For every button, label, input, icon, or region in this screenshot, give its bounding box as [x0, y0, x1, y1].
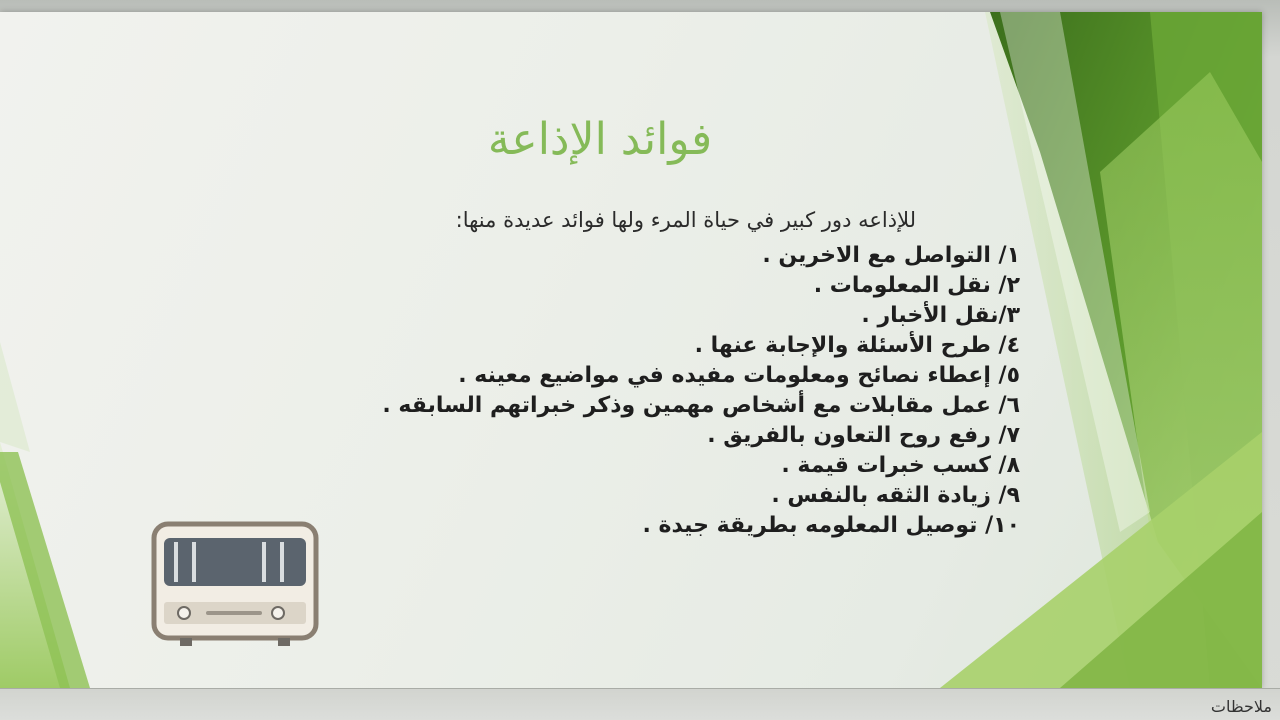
list-item: ٤/ طرح الأسئلة والإجابة عنها .	[694, 333, 1020, 358]
list-item: ٢/ نقل المعلومات .	[813, 273, 1020, 298]
slide-canvas[interactable]	[0, 12, 1262, 688]
notes-label[interactable]: ملاحظات	[1210, 697, 1272, 716]
list-item: ٨/ كسب خبرات قيمة .	[781, 453, 1020, 478]
notes-pane[interactable]	[0, 688, 1280, 720]
radio-icon	[150, 520, 320, 652]
list-item: ٥/ إعطاء نصائح ومعلومات مفيده في مواضيع معينه .	[458, 363, 1020, 388]
list-item: ٦/ عمل مقابلات مع أشخاص مهمين وذكر خبراتهم السابقه .	[382, 393, 1020, 418]
list-item: ٩/ زيادة الثقه بالنفس .	[771, 483, 1020, 508]
slide-intro-text: للإذاعه دور كبير في حياة المرء ولها فوائد عديدة منها:	[455, 208, 916, 232]
benefits-list	[200, 241, 1020, 541]
list-item: ١/ التواصل مع الاخرين .	[762, 243, 1020, 268]
list-item: ٧/ رفع روح التعاون بالفريق .	[707, 423, 1020, 448]
list-item: ٣/نقل الأخبار .	[861, 303, 1020, 328]
slide-title: فوائد الإذاعة	[487, 114, 713, 165]
list-item: ١٠/ توصيل المعلومه بطريقة جيدة .	[642, 513, 1020, 538]
